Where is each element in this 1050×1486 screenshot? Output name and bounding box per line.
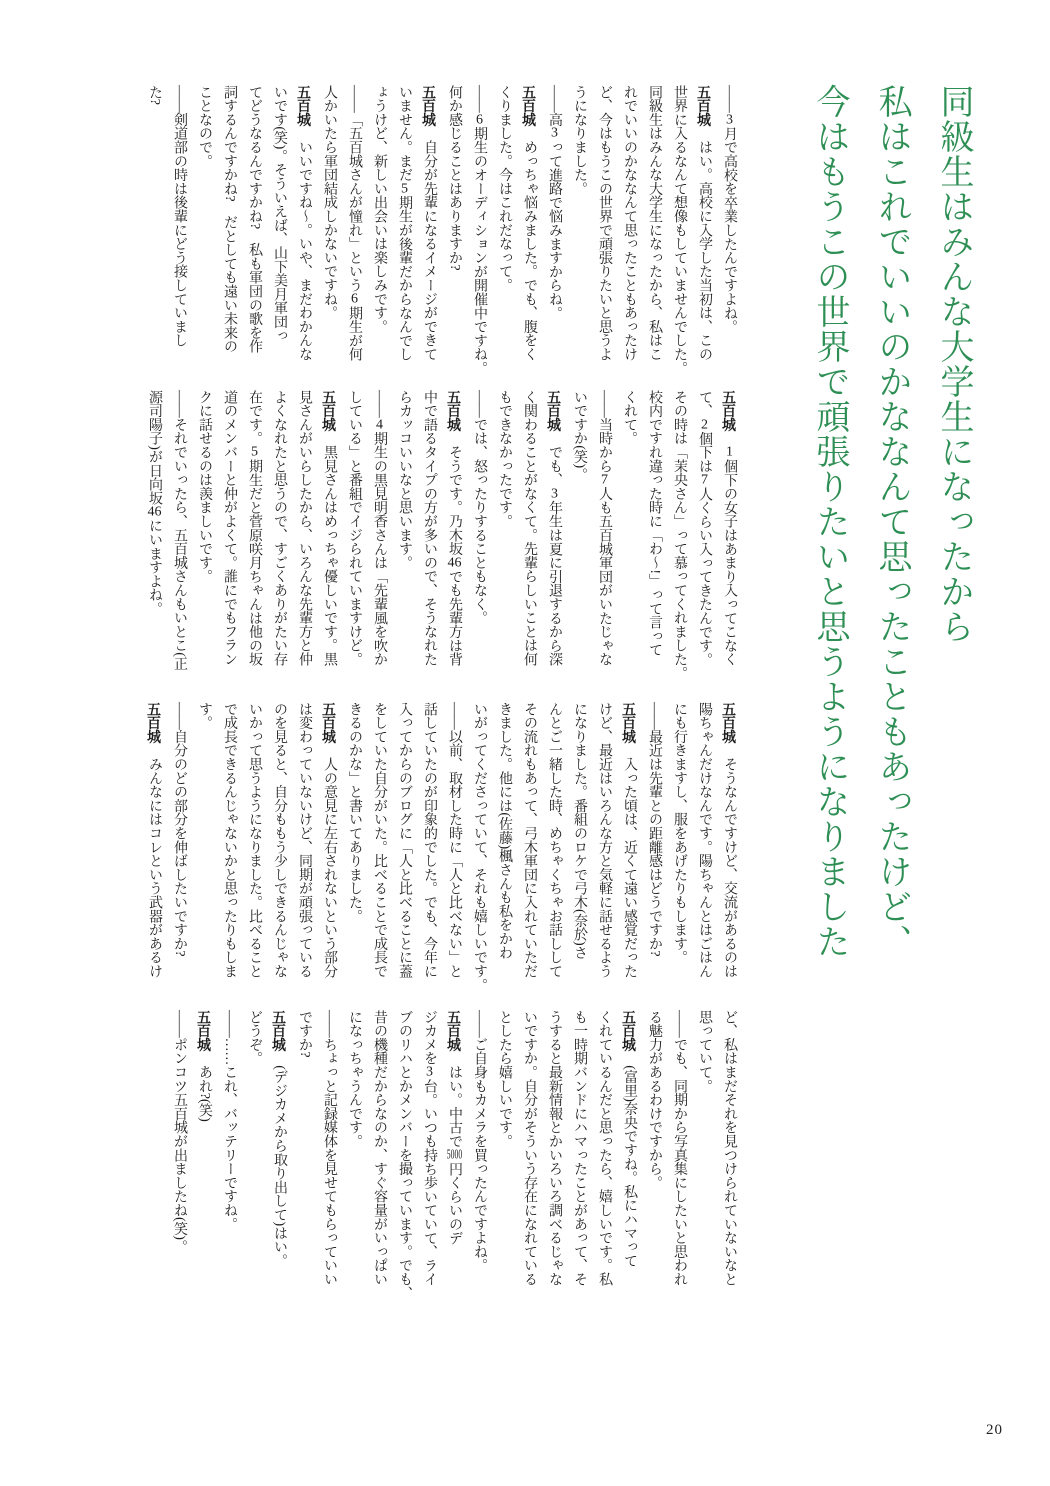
text-column: うすると最新情報とかいろいろ調べるじゃな [547, 1010, 562, 1287]
text-column: くれているんだと思ったら、嬉しいです。私 [597, 1010, 612, 1287]
text-column: ——最近は先輩との距離感はどうですか? [647, 702, 662, 957]
text-column: のを見ると、自分ももう少しできるんじゃな [272, 702, 287, 979]
text-column: 五百城 はい。高校に入学した当初は、この [696, 85, 712, 362]
text-column: どうぞ。 [247, 1010, 262, 1066]
text-column: 五百城 めっちゃ悩みました。でも、腹をく [521, 85, 537, 362]
speaker-name: 五百城 [321, 390, 337, 432]
text-column: ——では、怒ったりすることもなく。 [472, 390, 487, 625]
text-column: いです(笑)。そういえば、山下美月軍団っ [272, 85, 287, 343]
text-column: は変わっていないけど、同期が頑張っている [297, 702, 312, 979]
text-column: ど、今はもうこの世界で頑張りたいと思うよ [597, 85, 612, 362]
text-column: 源司陽子)が日向坂46にいますよね。 [147, 390, 162, 616]
speaker-name: 五百城 [271, 1010, 287, 1052]
text-column: 在です。5期生だと菅原咲月ちゃんは他の坂 [247, 390, 262, 667]
text-column: 世界に入るなんて想像もしていませんでした。 [672, 85, 687, 375]
text-column: で成長できるんじゃないかと思ったりもしま [222, 702, 237, 979]
text-column: 五百城 あれ?(笑) [196, 1010, 212, 1122]
upright-number: 46 [447, 555, 462, 570]
speaker-name: 五百城 [721, 390, 737, 432]
upright-number: 2 [701, 417, 708, 432]
text-column: 詞するんですかね? だとしても遠い未来の [222, 85, 237, 354]
text-column: れでいいのかななんて思ったこともあったけ [622, 85, 637, 362]
upright-number: 46 [147, 504, 162, 519]
text-column: 五百城 1個下の女子はあまり入ってこなく [721, 390, 737, 667]
text-column: ——それでいったら、五百城さんもいとこ(正 [172, 390, 187, 671]
upright-number: 5000 [446, 1148, 463, 1163]
text-column: ことなので。 [197, 85, 212, 168]
text-column: ——「五百城さんが憧れ」という6期生が何 [347, 85, 362, 362]
upright-number: 3 [551, 486, 558, 501]
text-column: 五百城 (富里)奈央ですね。私にハマって [621, 1010, 637, 1268]
text-column: た? [147, 85, 162, 105]
upright-number: 4 [376, 417, 383, 432]
text-column: る魅力があるわけですから。 [647, 1010, 662, 1190]
text-column: す。 [197, 702, 212, 730]
text-column: 五百城 でも、3年生は夏に引退するから深 [546, 390, 562, 667]
text-column: も一時期バンドにハマったことがあって、そ [572, 1010, 587, 1287]
interview-band-2 [142, 390, 742, 685]
upright-number: 3 [551, 126, 558, 141]
upright-number: 6 [351, 292, 358, 307]
speaker-name: 五百城 [196, 1010, 212, 1052]
text-column: ——以前、取材した時に「人と比べない」と [447, 702, 462, 979]
text-column: 五百城 (デジカメから取り出して)はい。 [271, 1010, 287, 1268]
text-column: きるのかな」と書いてありました。 [347, 702, 362, 923]
text-column: ジカメを3台。いつも持ち歩いていて、ライ [422, 1010, 437, 1287]
upright-number: 7 [601, 472, 608, 487]
text-column: らカッコいいなと思います。 [397, 390, 412, 570]
upright-number: 3 [726, 112, 733, 127]
speaker-name: 五百城 [621, 1010, 637, 1052]
text-column: 五百城 自分が先輩になるイメージができて [421, 85, 437, 362]
text-column: よくなれたと思うので、すごくありがたい存 [272, 390, 287, 667]
text-column: て、2個下は7人くらい入ってきたんです。 [697, 390, 712, 667]
text-column: けど、最近はいろんな方と気軽に話せるよう [597, 702, 612, 979]
text-column: としたら嬉しいです。 [497, 1010, 512, 1149]
upright-number: 7 [701, 473, 708, 488]
headline-line: 私はこれでいいのかななんて思ったこともあったけど、 [873, 84, 910, 959]
text-column: いかって思うようになりました。比べること [247, 702, 262, 979]
text-column: ——6期生のオーディションが開催中ですね。 [472, 85, 487, 376]
text-column: ——3月で高校を卒業したんですよね。 [722, 85, 737, 334]
speaker-name: 五百城 [621, 702, 637, 744]
interview-band-3 [142, 702, 742, 997]
page-number: 20 [986, 1422, 1003, 1438]
speaker-name: 五百城 [421, 85, 437, 127]
speaker-name: 五百城 [146, 702, 162, 744]
text-column: 校内ですれ違った時に「わ〜!」って言って [647, 390, 662, 657]
text-column: くれて。 [622, 390, 637, 446]
text-column: うになりました。 [572, 85, 587, 196]
text-column: ——当時から7人も五百城軍団がいたじゃな [597, 390, 612, 667]
text-column: 陽ちゃんだけなんです。陽ちゃんとはごはん [697, 702, 712, 979]
text-column: ょうけど、新しい出会いは楽しみです。 [372, 85, 387, 334]
text-column: てどうなるんですかね? 私も軍団の歌を作 [247, 85, 262, 354]
text-column: 昔の機種だからなのか、すぐ容量がいっぱい [372, 1010, 387, 1287]
speaker-name: 五百城 [696, 85, 712, 127]
text-column: 五百城 人の意見に左右されないという部分 [321, 702, 337, 979]
text-column: いですか(笑)。 [572, 390, 587, 482]
text-column: ——ちょっと記録媒体を見せてもらっていい [322, 1010, 337, 1287]
text-column: く関わることがなくて。先輩らしいことは何 [522, 390, 537, 667]
upright-number: 3 [426, 1065, 433, 1080]
text-column: 五百城 いいですね〜。いや、まだわかんな [296, 85, 312, 362]
text-column: ——剣道部の時は後輩にどう接していまし [172, 85, 187, 348]
text-column: クに話せるのは羨ましいです。 [197, 390, 212, 584]
speaker-name: 五百城 [321, 702, 337, 744]
upright-number: 5 [401, 181, 408, 196]
text-column: ど、私はまだそれを見つけられていないなと [722, 1010, 737, 1287]
speaker-name: 五百城 [296, 85, 312, 127]
text-column: 見さんがいらしたから、いろんな先輩方と仲 [297, 390, 312, 667]
text-column: 五百城 入った頃は、近くて遠い感覚だった [621, 702, 637, 979]
text-column: になりました。番組のロケで弓木(奈於)さ [572, 702, 587, 960]
text-column: んとご一緒した時、めちゃくちゃお話しして [547, 702, 562, 979]
text-column: その時は「茉央さん」って慕ってくれました。 [672, 390, 687, 680]
text-column: ブのリハとかメンバーを撮っています。でも、 [397, 1010, 412, 1300]
text-column: その流れもあって、弓木軍団に入れていただ [522, 702, 537, 979]
text-column: 五百城 黒見さんはめっちゃ優しいです。黒 [321, 390, 337, 667]
text-column: くりました。今はこれだなって。 [497, 85, 512, 293]
text-column: している」と番組でイジられていますけど。 [347, 390, 362, 667]
text-column: もできなかったです。 [497, 390, 512, 529]
speaker-name: 五百城 [521, 85, 537, 127]
text-column: 五百城 はい。中古で5000円くらいのデ [446, 1010, 463, 1245]
text-column: をしていた自分がいた。比べることで成長で [372, 702, 387, 979]
speaker-name: 五百城 [546, 390, 562, 432]
text-column: ——ポンコツ五百城が出ましたね(笑)。 [172, 1010, 187, 1254]
text-column: ——4期生の黒見明香さんは「先輩風を吹か [372, 390, 387, 667]
text-column: 五百城 みんなにはコレという武器があるけ [146, 702, 162, 979]
text-column: いですか。自分がそういう存在になれている [522, 1010, 537, 1287]
text-column: ——自分のどの部分を伸ばしたいですか? [172, 702, 187, 957]
text-column: 道のメンバーと仲がよくて。誰にでもフラン [222, 390, 237, 667]
text-column: になっちゃうんです。 [347, 1010, 362, 1149]
upright-number: 6 [476, 112, 483, 127]
speaker-name: 五百城 [446, 1010, 462, 1052]
text-column: ですか? [297, 1010, 312, 1058]
upright-number: 5 [251, 445, 258, 460]
text-column: いません。まだ5期生が後輩だからなんでし [397, 85, 412, 362]
speaker-name: 五百城 [721, 702, 737, 744]
text-column: 話していたのが印象的でした。でも、今年に [422, 702, 437, 979]
text-column: ——高3って進路で悩みますからね。 [547, 85, 562, 320]
text-column: にも行きますし、服をあげたりもします。 [672, 702, 687, 965]
upright-number: 1 [726, 445, 733, 460]
text-column: 入ってからのブログに「人と比べることに蓋 [397, 702, 412, 979]
text-column: 五百城 そうなんですけど、交流があるのは [721, 702, 737, 979]
interview-band-4 [167, 1010, 742, 1310]
headline-line: 同級生はみんな大学生になったから [935, 84, 972, 644]
text-column: いがってくださっていて、それも嬉しいです。 [472, 702, 487, 992]
text-column: 中で語るタイプの方が多いので、そうなれた [422, 390, 437, 667]
text-column: ——ご自身もカメラを買ったんですよね。 [472, 1010, 487, 1273]
text-column: 同級生はみんな大学生になったから、私はこ [647, 85, 662, 362]
headline-line: 今はもうこの世界で頑張りたいと思うようになりました [811, 84, 848, 959]
interview-band-1 [142, 85, 742, 380]
text-column: 思っていて。 [697, 1010, 712, 1093]
text-column: ——でも、同期から写真集にしたいと思われ [672, 1010, 687, 1287]
text-column: ——……これ、バッテリーですね。 [222, 1010, 237, 1231]
text-column: きました。他には(佐藤)楓さんも私をかわ [497, 702, 512, 960]
speaker-name: 五百城 [446, 390, 462, 432]
headline [798, 84, 984, 984]
text-column: 人かいたら軍団結成しかないですね。 [322, 85, 337, 320]
text-column: 何か感じることはありますか? [447, 85, 462, 271]
text-column: 五百城 そうです。乃木坂46でも先輩方は背 [446, 390, 462, 667]
